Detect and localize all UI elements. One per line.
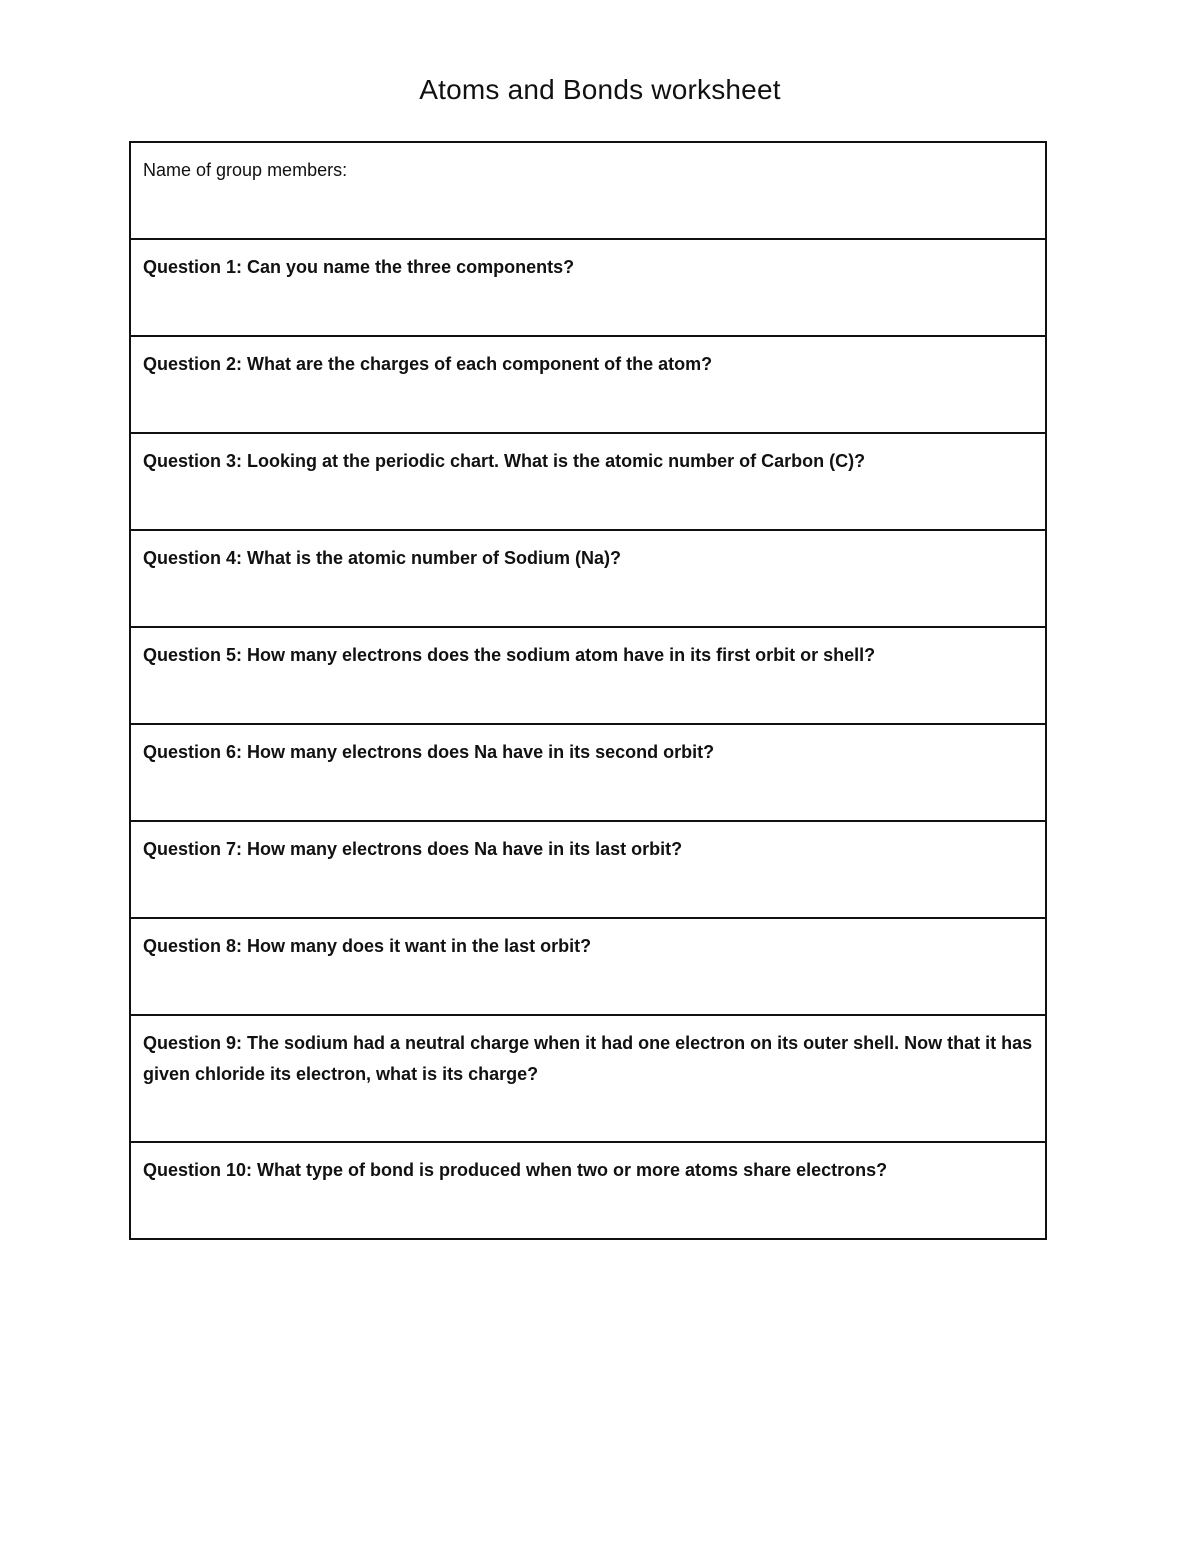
question-3-text: Looking at the periodic chart. What is the atomic number of Carbon (C)? [247,451,866,471]
question-4-answer-field[interactable] [130,530,1046,627]
group-members-label: Name of group members: [143,160,348,180]
question-5-answer-field[interactable] [130,627,1046,724]
question-7-text: How many electrons does Na have in its last orbit? [247,839,683,859]
question-2-label: Question 2: [143,354,243,374]
question-3-label: Question 3: [143,451,243,471]
question-6-answer-field[interactable] [130,724,1046,821]
question-1-label: Question 1: [143,257,243,277]
question-8-answer-field[interactable] [130,918,1046,1015]
question-7-answer-field[interactable] [130,821,1046,918]
question-row [130,433,1046,530]
page-title: Atoms and Bonds worksheet [419,74,781,105]
question-row [130,530,1046,627]
question-9-label: Question 9: [143,1033,243,1053]
question-row [130,918,1046,1015]
question-9-text: The sodium had a neutral charge when it had one electron on its outer shell. Now that it has given chloride its electron, what is its charge? [143,1033,1033,1084]
question-10-answer-field[interactable] [130,1142,1046,1239]
question-2-text: What are the charges of each component of the atom? [247,354,713,374]
question-5-label: Question 5: [143,645,243,665]
question-row [130,627,1046,724]
question-row [130,239,1046,336]
question-row [130,336,1046,433]
worksheet-table [129,141,1047,1240]
question-3-answer-field[interactable] [130,433,1046,530]
question-7-label: Question 7: [143,839,243,859]
question-row [130,724,1046,821]
question-6-text: How many electrons does Na have in its second orbit? [247,742,715,762]
question-8-label: Question 8: [143,936,243,956]
question-4-label: Question 4: [143,548,243,568]
question-10-label: Question 10: [143,1160,253,1180]
question-8-text: How many does it want in the last orbit? [247,936,592,956]
question-5-text: How many electrons does the sodium atom have in its first orbit or shell? [247,645,876,665]
question-row [130,821,1046,918]
question-6-label: Question 6: [143,742,243,762]
question-9-answer-field[interactable] [130,1015,1046,1142]
question-1-text: Can you name the three components? [247,257,575,277]
question-1-answer-field[interactable] [130,239,1046,336]
question-4-text: What is the atomic number of Sodium (Na)? [247,548,622,568]
group-members-field[interactable] [130,142,1046,239]
name-row [130,142,1046,239]
question-row [130,1015,1046,1142]
question-2-answer-field[interactable] [130,336,1046,433]
question-row [130,1142,1046,1239]
question-10-text: What type of bond is produced when two or more atoms share electrons? [257,1160,888,1180]
